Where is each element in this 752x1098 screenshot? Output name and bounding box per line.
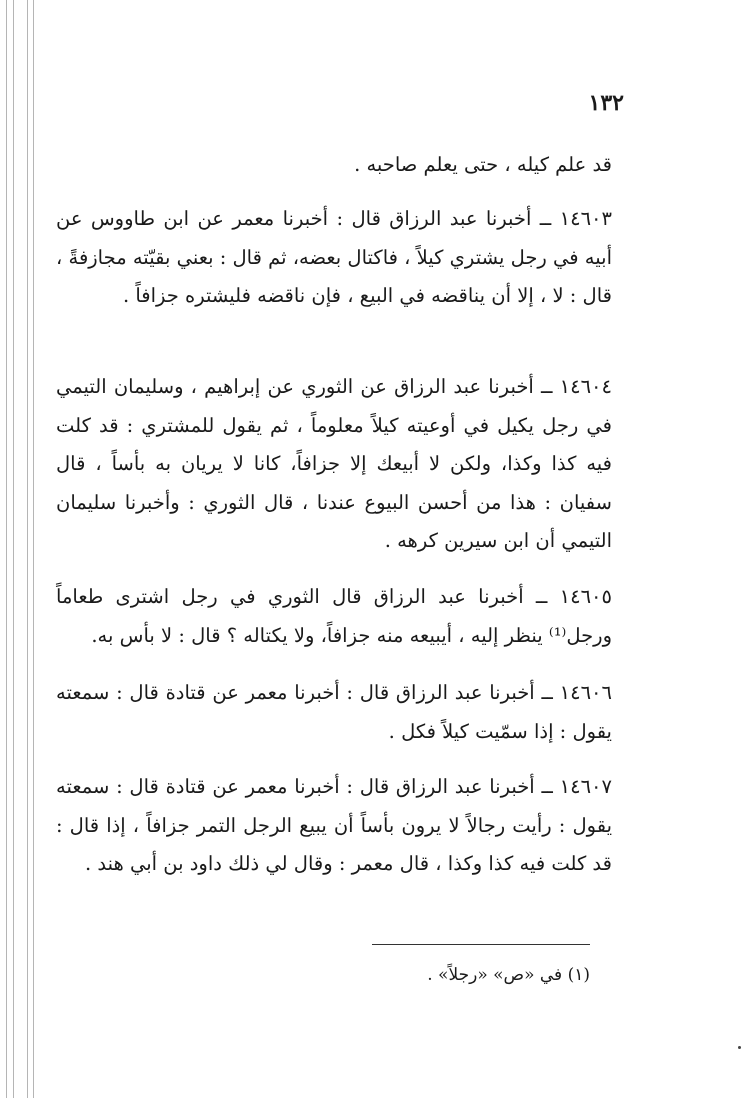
continuation-text: قد علم كيله ، حتى يعلم صاحبه . xyxy=(354,153,612,176)
hadith-14606: ١٤٦٠٦ ــ أخبرنا عبد الرزاق قال : أخبرنا معمر عن قتادة قال : سمعته يقول : إذا سمّيت كيلاً فكل . xyxy=(56,681,612,743)
gutter-lines xyxy=(0,0,40,1098)
hadith-14607: ١٤٦٠٧ ــ أخبرنا عبد الرزاق قال : أخبرنا معمر عن قتادة قال : سمعته يقول : رأيت رجالاً لا يرون بأساً أن يبيع الرجل التمر جزافاً ، إذا قال : قد كلت فيه كذا وكذا ، قال معمر : وقال لي ذلك داود بن أبي هند . xyxy=(56,775,612,875)
hadith-14605: ١٤٦٠٥ ــ أخبرنا عبد الرزاق قال الثوري في رجل اشترى طعاماً ورجل⁽¹⁾ ينظر إليه ، أيبيعه منه جزافاً، ولا يكتاله ؟ قال : لا بأس به. xyxy=(56,585,612,647)
margin-dot xyxy=(738,1046,741,1049)
footnote-1: (١) في «ص» «رجلاً» . xyxy=(427,965,590,985)
footnote-separator xyxy=(372,944,590,945)
page-number: ١٣٢ xyxy=(588,90,624,116)
hadith-14604: ١٤٦٠٤ ــ أخبرنا عبد الرزاق عن الثوري عن إبراهيم ، وسليمان التيمي في رجل يكيل في أوعيته كيلاً معلوماً ، ثم يقول للمشتري : قد كلت فيه كذا وكذا، ولكن لا أبيعك إلا جزافاً، كانا لا يريان به بأساً ، قال سفيان : هذا من أحسن البيوع عندنا ، قال الثوري : وأخبرنا سليمان التيمي أن ابن سيرين كرهه . xyxy=(56,375,612,552)
hadith-14603: ١٤٦٠٣ ــ أخبرنا عبد الرزاق قال : أخبرنا معمر عن ابن طاووس عن أبيه في رجل يشتري كيلاً ، فاكتال بعضه، ثم قال : بعني بقيّته مجازفةً ، قال : لا ، إلا أن يناقضه في البيع ، فإن ناقضه فليشتره جزافاً . xyxy=(56,207,612,307)
